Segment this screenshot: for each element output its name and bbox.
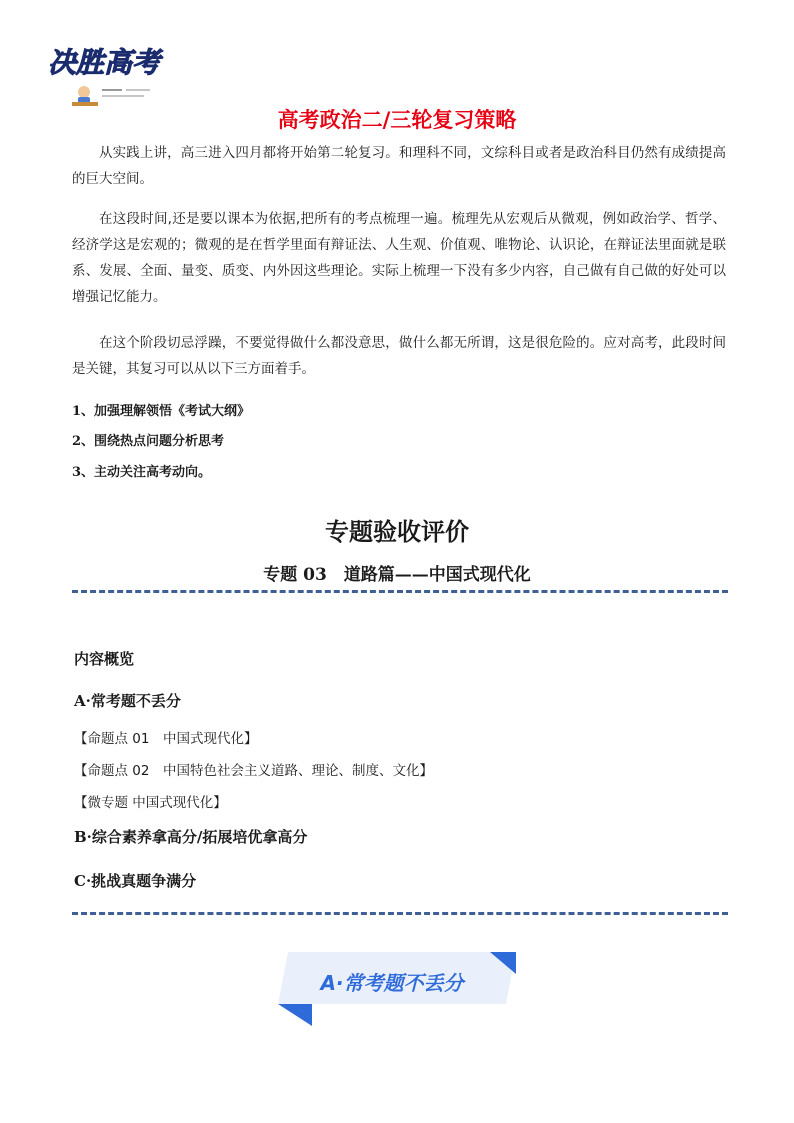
section-a-banner xyxy=(278,952,518,1026)
document-title: 高考政治二/三轮复习策略 xyxy=(277,108,517,132)
section-b-heading: B·综合素养拿高分/拓展培优拿高分 xyxy=(74,828,308,846)
section-c-heading: C·挑战真题争满分 xyxy=(74,872,197,890)
banner-text: A·常考题不丢分 xyxy=(320,971,464,995)
logo-graphic xyxy=(44,34,180,110)
topic-point: 【命题点 02 中国特色社会主义道路、理论、制度、文化】 xyxy=(74,763,433,779)
dashed-divider-top xyxy=(72,590,728,593)
overview-label: 内容概览 xyxy=(74,650,135,668)
paragraph-2: 在这段时间,还是要以课本为依据,把所有的考点梳理一遍。梳理先从宏观后从微观，例如政治学、哲学、经济学这是宏观的；微观的是在哲学里面有辩证法、人生观、价值观、唯物论、认识论，在辩证法里面就是联系、发展、全面、量变、质变、内外因这些理论。实际上梳理一下没有多少内容，自己做有自己做的好处可以增强记忆能力。 xyxy=(72,211,726,305)
list-item: 2、围绕热点问题分析思考 xyxy=(72,434,225,449)
brand-logo xyxy=(44,34,180,110)
section-subtitle: 专题 03 道路篇——中国式现代化 xyxy=(263,565,531,585)
topic-point: 【微专题 中国式现代化】 xyxy=(74,795,227,811)
paragraph-3: 在这个阶段切忌浮躁，不要觉得做什么都没意思，做什么都无所谓，这是很危险的。应对高考，此段时间是关键，其复习可以从以下三方面着手。 xyxy=(72,335,726,377)
list-item: 3、主动关注高考动向。 xyxy=(72,465,212,480)
paragraph-1: 从实践上讲，高三进入四月都将开始第二轮复习。和理科不同，文综科目或者是政治科目仍然有成绩提高的巨大空间。 xyxy=(72,145,726,187)
dashed-divider-bottom xyxy=(72,912,728,915)
topic-point: 【命题点 01 中国式现代化】 xyxy=(74,731,258,747)
list-item: 1、加强理解领悟《考试大纲》 xyxy=(72,404,251,419)
section-a-heading: A·常考题不丢分 xyxy=(74,692,181,710)
section-title: 专题验收评价 xyxy=(325,517,469,546)
svg-text:决胜高考: 决胜高考 xyxy=(48,46,161,79)
